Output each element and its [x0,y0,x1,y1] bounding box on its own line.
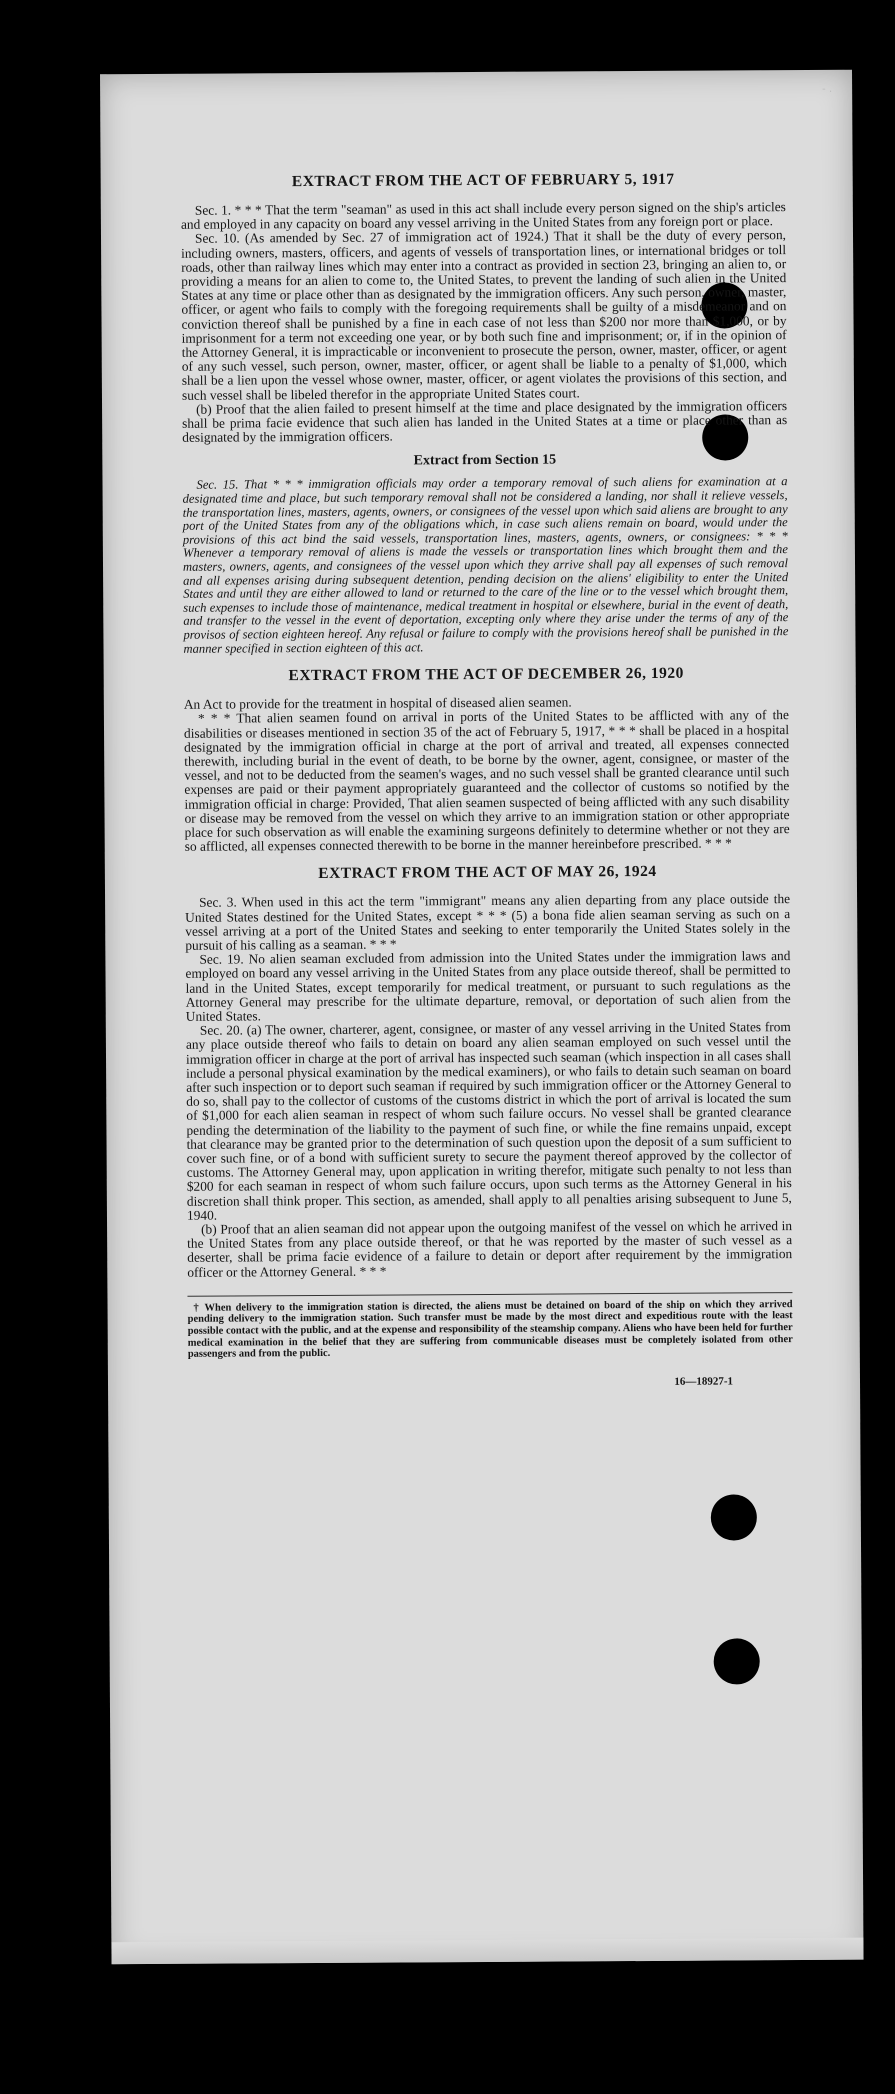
paragraph: Sec. 10. (As amended by Sec. 27 of immigration act of 1924.) That it shall be the duty of every person, including owners, masters, officers, and agents of vessels of transportation lines, or international bridges or toll roads, other than railway lines which may enter into a contract as provided in section 23, bringing an alien to, or providing a means for an alien to come to, the United States, to prevent the landing of such alien in the United States at any time or place other than as designated by the immigration officers. Any such person, owner, master, officer, or agent who fails to comply with the foregoing requirements shall be guilty of a misdemeanor and on conviction thereof shall be punished by a fine in each case of not less than $200 nor more than $1,000, or by imprisonment for a term not exceeding one year, or by both such fine and imprisonment; or, if in the opinion of the Attorney General, it is impracticable or inconvenient to prosecute the person, owner, master, officer, or agent of any such vessel, such person, owner, master, officer, or agent shall be liable to a penalty of $1,000, which shall be a lien upon the vessel whose owner, master, officer, or agent violates the provisions of this section, and such vessel shall be libeled therefor in the appropriate United States court. [181,227,787,403]
paragraph: An Act to provide for the treatment in hospital of diseased alien seamen. [183,694,572,712]
section-act-1920 [184,664,790,854]
paragraph: Sec. 15. That * * * immigration officials may order a temporary removal of such aliens for examination at a designated time and place, but such temporary removal shall not be considered a landing, nor shall it relieve vessels, the transportation lines, masters, agents, owners, or consignees of the vessel upon which said aliens are brought to any port of the United States from any of the obligations which, in case such aliens remain on board, would under the provisions of this act bind the said vessels, transportation lines, masters, agents, owners, or consignees: * * * Whenever a temporary removal of aliens is made the vessels or transportation lines which brought them and the masters, owners, agents, and consignees of the vessel upon which they arrive shall pay all expenses of such removal and all expenses arising during subsequent detention, pending decision on the aliens' eligibility to enter the United States and until they are either allowed to land or returned to the care of the line or to the vessel which brought them, such expenses to include those of maintenance, medical treatment in hospital or elsewhere, burial in the event of death, and transfer to the vessel in the event of deportation, excepting only where they arise under the terms of any of the provisos of section eighteen hereof. Any refusal or failure to comply with the provisions hereof shall be punished in the manner specified in section eighteen of this act. [182,474,789,656]
torn-edge [111,1938,863,1965]
section-heading: EXTRACT FROM THE ACT OF FEBRUARY 5, 1917 [291,170,675,191]
section-act-1917 [181,170,788,445]
footnote [187,1292,792,1361]
footnote-text: † When delivery to the immigration station is directed, the aliens must be detained on board of the ship on which they arrived pending delivery to the immigration station. Such transfer must be made by the most direct and expeditious route with the least possible contact with the public, and at the expense and responsibility of the steamship company. Aliens who have been held for further medical examination in the belief that they are suffering from communicable diseases must be completely isolated from other passengers and from the public. [187,1298,793,1361]
section-heading: Extract from Section 15 [413,452,557,469]
punch-hole [714,1638,760,1684]
punch-hole [711,1494,757,1540]
paragraph: Sec. 1. * * * That the term "seaman" as used in this act shall include every person signed on the ship's articles and employed in any capacity on board any vessel arriving in the United States from any foreign port or place. [180,199,786,233]
paragraph: * * * That alien seamen found on arrival in ports of the United States to be afflicted with any of the disabilities or diseases mentioned in section 35 of the act of February 5, 1917, * * * shall be placed in a hospital designated by the immigration official in charge at the port of arrival and treated, all expenses connected therewith, including burial in the event of death, to be borne by the owner, agent, consignee, or master of the vessel, and not to be deducted from the seamen's wages, and no such vessel shall be granted clearance until such expenses are paid or their payment appropriately guaranteed and the collector of customs so notified by the immigration official in charge: Provided, That alien seamen suspected of being afflicted with any such disability or disease may be removed from the vessel on which they arrive to an immigration station or other appropriate place for such observation as will enable the examining surgeons definitely to determine whether or not they are so afflicted, all expenses connected therewith to be borne in the manner hereinbefore prescribed. * * * [183,707,790,854]
document-sheet [100,70,864,1965]
document-body [181,170,793,1391]
paragraph: (b) Proof that the alien failed to present himself at the time and place designated by the immigration officers shall be prima facie evidence that such alien has landed in the United States at a time or place other than as designated by the immigration officers. [182,397,788,446]
paragraph: Sec. 3. When used in this act the term "immigrant" means any alien departing from any place outside the United States destined for the United States, except * * * (5) a bona fide alien seaman serving as such on a vessel arriving at a port of the United States and seeking to enter temporarily the United States solely in the pursuit of his calling as a seaman. * * * [185,891,791,953]
paragraph: (b) Proof that an alien seaman did not appear upon the outgoing manifest of the vessel on which he arrived in the United States from any place outside thereof, or that he was reported by the master of such vessel as a deserter, shall be prima facie evidence of a failure to detain or deport after requirement by the immigration officer or the Attorney General. * * * [187,1218,793,1280]
section-heading: EXTRACT FROM THE ACT OF DECEMBER 26, 1920 [288,664,684,685]
corner-mark: - . [822,83,833,95]
paragraph: Sec. 20. (a) The owner, charterer, agent, consignee, or master of any vessel arriving in the United States from any place outside thereof who fails to detain on board any alien seaman employed on such vessel until the immigration officer in charge at the port of arrival has inspected such seaman (which inspection in all cases shall include a personal physical examination by the medical examiners), or who fails to detain such seaman on board after such inspection or to deport such seaman if required by such immigration officer or the Attorney General to do so, shall pay to the collector of customs of the customs district in which the port of arrival is located the sum of $1,000 for each alien seaman in respect of whom such failure occurs. No vessel shall be granted clearance pending the determination of the liability to the payment of such fine, or while the fine remains unpaid, except that clearance may be granted prior to the determination of such question upon the deposit of a sum sufficient to cover such fine, or of a bond with sufficient surety to secure the payment thereof approved by the collector of customs. The Attorney General may, upon application in writing therefor, mitigate such penalty to not less than $200 for each seaman in respect of whom such failure occurs, upon such terms as the Attorney General in his discretion shall think proper. This section, as amended, shall apply to all penalties arising subsequent to June 5, 1940. [185,1019,792,1223]
section-act-1924 [185,863,793,1280]
section-heading: EXTRACT FROM THE ACT OF MAY 26, 1924 [318,863,657,883]
section-15-extract [182,452,788,656]
form-number: 16—18927-1 [674,1375,734,1388]
paragraph: Sec. 19. No alien seaman excluded from admission into the United States under the immigration laws and employed on board any vessel arriving in the United States from any place outside thereof, shall be permitted to land in the United States, except temporarily for medical treatment, or pursuant to such regulations as the Attorney General may prescribe for the ultimate departure, removal, or deportation of such alien from the United States. [185,948,791,1024]
